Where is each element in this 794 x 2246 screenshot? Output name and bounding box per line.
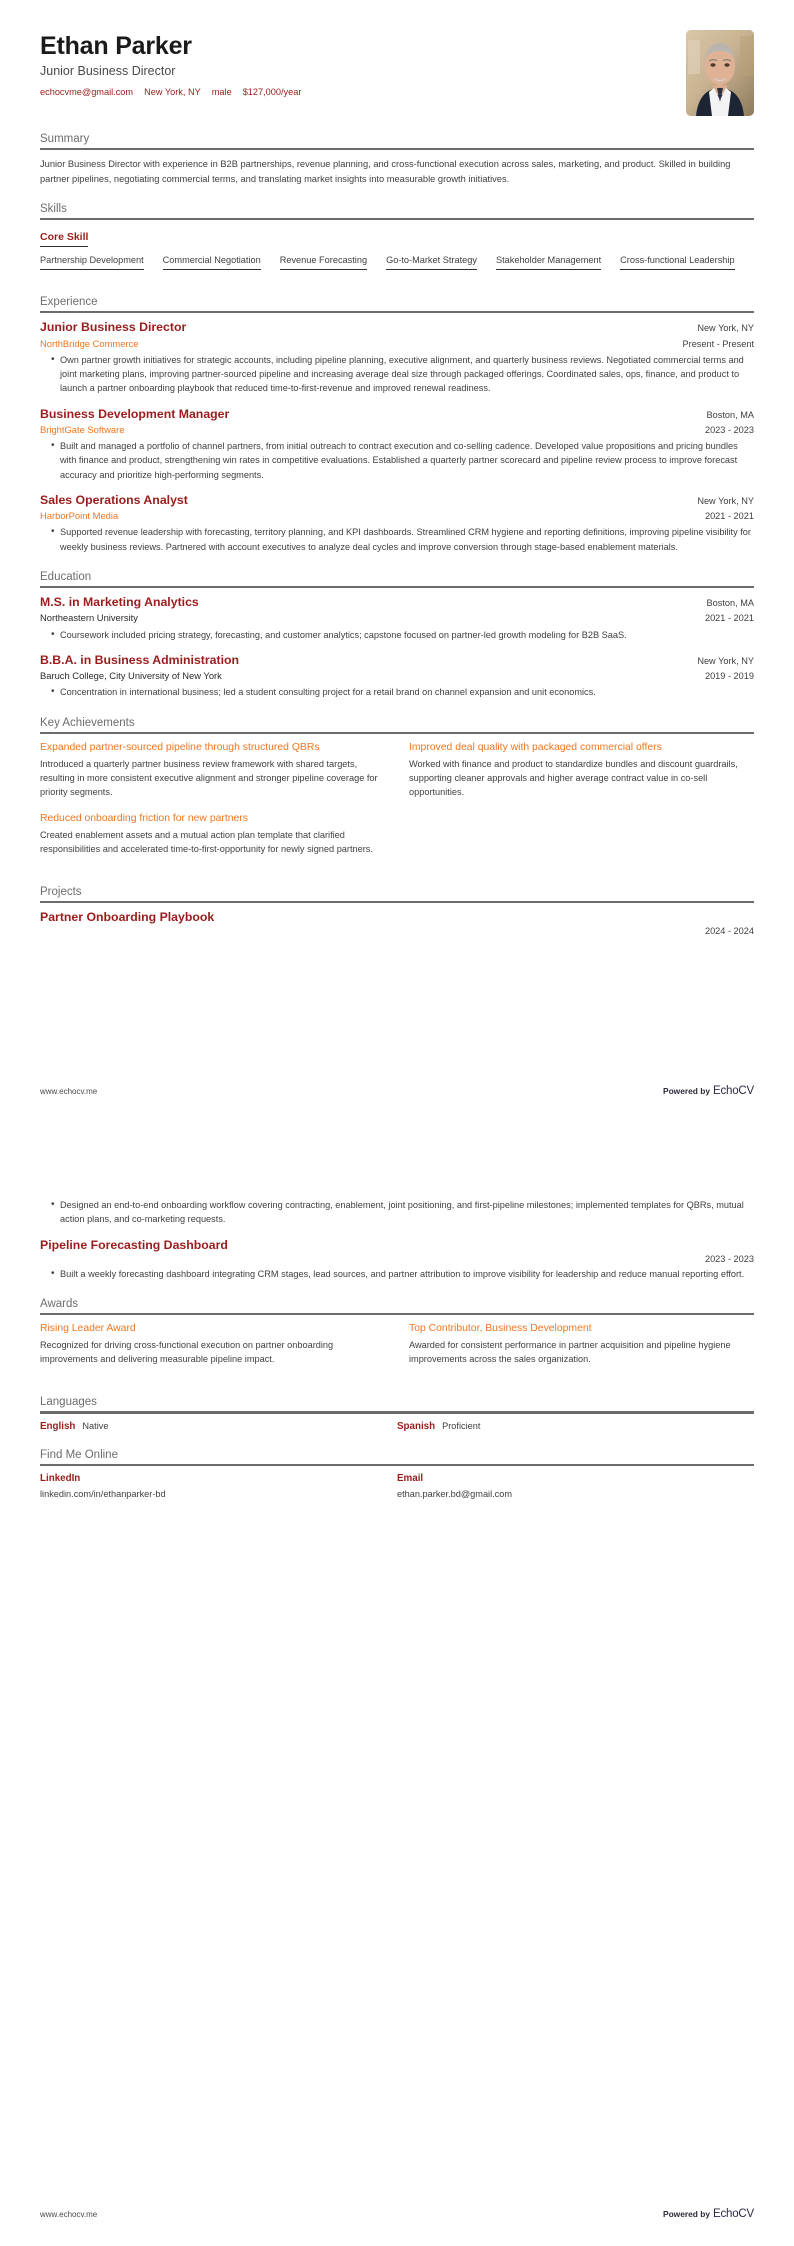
skill-tag: Commercial Negotiation xyxy=(163,255,261,270)
section-title-education: Education xyxy=(40,570,92,583)
section-divider xyxy=(40,586,754,588)
footer-url[interactable]: www.echocv.me xyxy=(40,1086,98,1096)
experience-entry xyxy=(40,407,754,482)
echocv-logo: EchoCV xyxy=(713,2208,754,2220)
bullet-item: • Built a weekly forecasting dashboard integrating CRM stages, lead sources, and partner attribution to improve visibility for leadership and reduce manual reporting effort. xyxy=(52,1267,754,1281)
section-divider xyxy=(40,1464,754,1466)
bullet-item: • Designed an end-to-end onboarding workflow covering contracting, enablement, joint positioning, and first-pipeline milestones; implemented templates for QBRs, mutual action plans, and co-marketing requests. xyxy=(52,1198,754,1227)
contact-location: New York, NY xyxy=(144,87,201,97)
language-name: Spanish xyxy=(397,1420,436,1432)
page-footer xyxy=(40,2208,754,2220)
online-link-item xyxy=(397,1473,754,1499)
contact-gender: male xyxy=(211,87,232,97)
summary-text: Junior Business Director with experience in B2B partnerships, revenue planning, and cross-functional execution across sales, marketing, and product. Skilled in building partner pipelines, negotiating commercial terms, and translating market insights into measurable growth initiatives. xyxy=(40,159,731,184)
section-title-key-achievements: Key Achievements xyxy=(40,716,135,729)
education-dates: 2019 - 2019 xyxy=(704,671,754,682)
project-dates: 2023 - 2023 xyxy=(704,1253,754,1264)
education-school: Baruch College, City University of New York xyxy=(40,670,222,682)
project-entry-header xyxy=(40,910,754,936)
page-title: Ethan Parker xyxy=(40,32,192,60)
contact-salary: $127,000/year xyxy=(242,87,302,97)
footer-powered-by-label: Powered by xyxy=(662,1086,710,1096)
footer-brand xyxy=(663,1085,754,1097)
skill-tag: Stakeholder Management xyxy=(496,255,601,270)
achievement-item xyxy=(40,812,385,857)
experience-title: Business Development Manager xyxy=(40,406,230,421)
section-divider xyxy=(40,311,754,313)
resume-header xyxy=(40,26,754,116)
award-item xyxy=(409,1322,754,1367)
award-title: Top Contributor, Business Development xyxy=(409,1323,592,1335)
experience-bullets xyxy=(40,353,754,396)
awards-column-left xyxy=(40,1322,385,1379)
section-divider xyxy=(40,1411,754,1413)
online-link-label: Email xyxy=(397,1472,424,1484)
achievement-body: Created enablement assets and a mutual action plan template that clarified responsibilities and accelerated time-to-first-opportunity for newly signed partners. xyxy=(40,829,373,854)
bullet-item: • Supported revenue leadership with forecasting, territory planning, and KPI dashboards. Streamlined CRM hygiene and reporting definitions, improving pipeline visibility for weekly business reviews. Partnered with account executives to analyze deal cycles and improve conversion through stage-based enablement materials. xyxy=(52,525,754,554)
experience-dates: 2021 - 2021 xyxy=(704,511,754,522)
experience-location: Boston, MA xyxy=(706,409,754,420)
section-title-awards: Awards xyxy=(40,1298,79,1311)
education-bullets xyxy=(40,628,754,642)
achievement-item xyxy=(40,741,385,800)
section-divider xyxy=(40,148,754,150)
achievement-title: Improved deal quality with packaged commercial offers xyxy=(409,741,662,753)
key-achievements-column-left xyxy=(40,741,385,869)
experience-location: New York, NY xyxy=(697,323,754,334)
achievement-body: Worked with finance and product to standardize bundles and discount guardrails, supporting cleaner approvals and higher average contract value in co-sell opportunities. xyxy=(409,758,738,797)
experience-entry xyxy=(40,320,754,395)
education-location: Boston, MA xyxy=(706,598,754,609)
experience-entry xyxy=(40,493,754,554)
bullet-item: • Own partner growth initiatives for strategic accounts, including pipeline planning, executive alignment, and quarterly business reviews. Negotiated commercial terms and joint marketing plans, improving partner-sourced pipeline and increasing average deal size through packaged offerings. Coordinated sales, ops, finance, and product to launch a partner onboarding playbook that reduced time-to-first-revenue and improved renewal readiness. xyxy=(52,353,754,396)
project-dates: 2024 - 2024 xyxy=(704,926,754,937)
section-find-me-online xyxy=(40,1449,754,1499)
project-title: Partner Onboarding Playbook xyxy=(40,910,215,925)
skill-tag: Cross-functional Leadership xyxy=(620,255,734,270)
experience-company: BrightGate Software xyxy=(40,424,125,435)
section-experience xyxy=(40,296,754,554)
skill-group-name: Core Skill xyxy=(40,231,88,247)
footer-powered-by-label: Powered by xyxy=(662,2209,710,2219)
section-title-find-me-online: Find Me Online xyxy=(40,1448,118,1461)
language-list xyxy=(40,1421,754,1432)
achievement-item xyxy=(409,741,754,800)
project-bullets xyxy=(40,1198,754,1227)
online-link-list xyxy=(40,1473,754,1499)
contact-email[interactable]: echocvme@gmail.com xyxy=(40,87,134,97)
experience-bullets xyxy=(40,525,754,554)
key-achievements-grid xyxy=(40,741,754,869)
online-link-label: LinkedIn xyxy=(40,1472,81,1484)
section-projects xyxy=(40,886,754,937)
key-achievements-column-right xyxy=(409,741,754,869)
bullet-item: • Built and managed a portfolio of channel partners, from initial outreach to contract execution and co-selling cadence. Developed value propositions and pricing bundles with finance and product, strengthening win rates in competitive evaluations. Established a quarterly partner scorecard and pipeline review process to improve forecast accuracy and prioritize high-performing segments. xyxy=(52,439,754,482)
education-degree: M.S. in Marketing Analytics xyxy=(40,595,199,610)
header-job-title: Junior Business Director xyxy=(40,64,176,78)
project-entry xyxy=(40,1198,754,1227)
resume-page-2 xyxy=(0,1123,794,2246)
section-education xyxy=(40,571,754,700)
project-entry xyxy=(40,1238,754,1282)
achievement-title: Expanded partner-sourced pipeline through structured QBRs xyxy=(40,741,320,753)
achievement-title: Reduced onboarding friction for new partners xyxy=(40,812,248,824)
online-link-value[interactable]: linkedin.com/in/ethanparker-bd xyxy=(40,1488,166,1499)
education-degree: B.B.A. in Business Administration xyxy=(40,652,240,667)
award-body: Recognized for driving cross-functional execution on partner onboarding improvements and delivering measurable pipeline impact. xyxy=(40,1340,334,1365)
section-key-achievements xyxy=(40,717,754,869)
award-item xyxy=(40,1322,385,1367)
skill-tag: Go-to-Market Strategy xyxy=(386,255,477,270)
section-divider xyxy=(40,218,754,220)
online-link-value[interactable]: ethan.parker.bd@gmail.com xyxy=(397,1488,513,1499)
education-location: New York, NY xyxy=(697,655,754,666)
section-divider xyxy=(40,732,754,734)
education-entry xyxy=(40,595,754,642)
avatar xyxy=(686,30,754,116)
project-bullets xyxy=(40,1267,754,1281)
skill-tag-list xyxy=(40,255,754,279)
education-dates: 2021 - 2021 xyxy=(704,613,754,624)
language-item xyxy=(40,1421,397,1432)
language-item xyxy=(397,1421,754,1432)
section-languages xyxy=(40,1396,754,1431)
awards-grid xyxy=(40,1322,754,1379)
experience-title: Junior Business Director xyxy=(40,320,187,335)
bullet-item: • Coursework included pricing strategy, forecasting, and customer analytics; capstone focused on partner-led growth modeling for B2B SaaS. xyxy=(52,628,754,642)
echocv-logo: EchoCV xyxy=(713,1085,754,1097)
achievement-body: Introduced a quarterly partner business review framework with shared targets, resulting in more consistent executive alignment and stronger pipeline coverage for priority segments. xyxy=(40,758,378,797)
skill-tag: Revenue Forecasting xyxy=(280,255,367,270)
skill-tag: Partnership Development xyxy=(40,255,144,270)
section-projects-continued xyxy=(40,1198,754,1281)
experience-bullets xyxy=(40,439,754,482)
experience-title: Sales Operations Analyst xyxy=(40,492,188,507)
contact-row xyxy=(40,87,686,97)
section-title-experience: Experience xyxy=(40,296,98,309)
footer-url[interactable]: www.echocv.me xyxy=(40,2209,98,2219)
project-title: Pipeline Forecasting Dashboard xyxy=(40,1237,228,1252)
section-skills xyxy=(40,203,754,279)
award-title: Rising Leader Award xyxy=(40,1323,136,1335)
education-school: Northeastern University xyxy=(40,612,138,624)
award-body: Awarded for consistent performance in partner acquisition and pipeline hygiene improvements across the sales organization. xyxy=(409,1340,731,1365)
online-link-item xyxy=(40,1473,397,1499)
education-bullets xyxy=(40,685,754,699)
experience-company: HarborPoint Media xyxy=(40,510,119,522)
experience-location: New York, NY xyxy=(697,495,754,506)
awards-column-right xyxy=(409,1322,754,1379)
section-summary xyxy=(40,133,754,186)
experience-dates: Present - Present xyxy=(682,338,754,349)
experience-company: NorthBridge Commerce xyxy=(40,337,139,349)
language-level: Native xyxy=(82,1420,109,1431)
experience-dates: 2023 - 2023 xyxy=(704,425,754,435)
language-level: Proficient xyxy=(442,1420,481,1431)
education-entry xyxy=(40,653,754,700)
footer-brand xyxy=(663,2208,754,2220)
section-title-projects: Projects xyxy=(40,885,82,898)
section-title-languages: Languages xyxy=(40,1396,97,1409)
bullet-item: • Concentration in international business; led a student consulting project for a retail brand on channel expansion and unit economics. xyxy=(52,685,754,699)
section-awards xyxy=(40,1298,754,1379)
language-name: English xyxy=(40,1420,76,1432)
section-title-summary: Summary xyxy=(40,133,90,145)
section-title-skills: Skills xyxy=(40,203,67,215)
section-divider xyxy=(40,1313,754,1315)
page-footer xyxy=(40,1085,754,1097)
section-divider xyxy=(40,901,754,903)
header-text-block xyxy=(40,30,686,97)
